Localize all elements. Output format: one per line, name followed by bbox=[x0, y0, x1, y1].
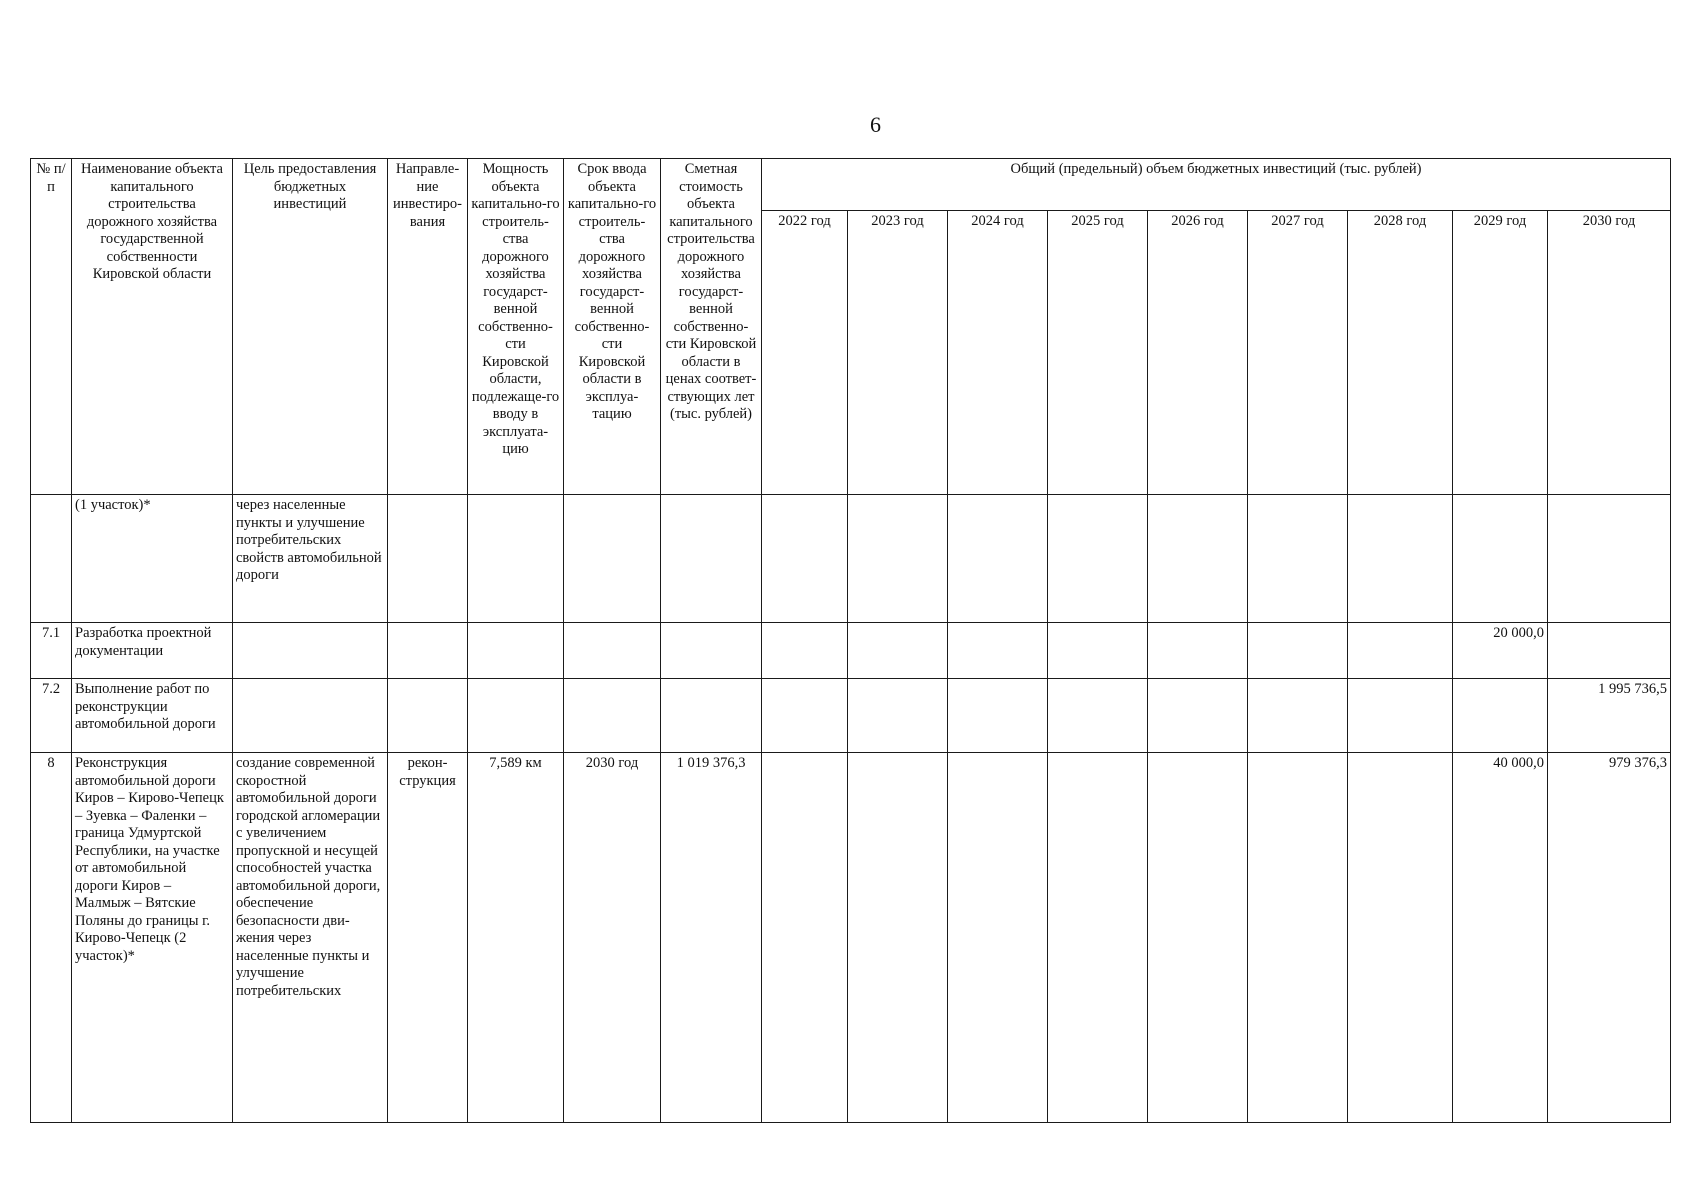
row-year-value bbox=[1348, 679, 1453, 753]
header-capacity: Мощность объекта капитально-го строитель-ства дорожного хозяйства государст-венной собственно-сти Кировской области, подлежаще-го вводу в эксплуата-цию bbox=[468, 159, 564, 495]
row-num: 8 bbox=[31, 753, 72, 1123]
row-year-value bbox=[762, 753, 848, 1123]
row-year-value: 979 376,3 bbox=[1548, 753, 1671, 1123]
row-term bbox=[564, 623, 661, 679]
row-year-value bbox=[1048, 679, 1148, 753]
row-year-value bbox=[1248, 679, 1348, 753]
row-object-name: Выполнение работ по реконструкции автомобильной дороги bbox=[72, 679, 233, 753]
row-year-value bbox=[1148, 623, 1248, 679]
table-row bbox=[31, 753, 1671, 1123]
row-year-value bbox=[1348, 623, 1453, 679]
row-capacity bbox=[468, 679, 564, 753]
row-year-value bbox=[1048, 623, 1148, 679]
row-capacity: 7,589 км bbox=[468, 753, 564, 1123]
row-cost bbox=[661, 679, 762, 753]
page-number: 6 bbox=[870, 112, 881, 137]
table-row bbox=[31, 495, 1671, 623]
header-num: № п/п bbox=[31, 159, 72, 495]
row-num bbox=[31, 495, 72, 623]
row-year-value bbox=[1453, 679, 1548, 753]
row-object-name: Реконструкция автомобильной дороги Киров – Кирово-Чепецк – Зуевка – Фаленки – граница Удмуртской Республики, на участке от автомобильной дороги Киров – Малмыж – Вятские Поляны до границы г. Кирово-Чепецк (2 участок)* bbox=[72, 753, 233, 1123]
header-year: 2024 год bbox=[948, 211, 1048, 495]
row-num: 7.2 bbox=[31, 679, 72, 753]
table-row bbox=[31, 623, 1671, 679]
header-year: 2027 год bbox=[1248, 211, 1348, 495]
row-goal bbox=[233, 679, 388, 753]
row-object-name: (1 участок)* bbox=[72, 495, 233, 623]
row-year-value bbox=[848, 495, 948, 623]
row-year-value bbox=[762, 679, 848, 753]
row-term: 2030 год bbox=[564, 753, 661, 1123]
row-year-value bbox=[948, 623, 1048, 679]
row-year-value bbox=[1453, 495, 1548, 623]
row-object-name: Разработка проектной документации bbox=[72, 623, 233, 679]
header-object-name: Наименование объекта капитального строительства дорожного хозяйства государственной собственности Кировской области bbox=[72, 159, 233, 495]
header-year: 2025 год bbox=[1048, 211, 1148, 495]
row-year-value bbox=[1348, 753, 1453, 1123]
row-year-value: 1 995 736,5 bbox=[1548, 679, 1671, 753]
header-estimated-cost: Сметная стоимость объекта капитального строительства дорожного хозяйства государст-венной собственно-сти Кировской области в ценах соответ-ствующих лет (тыс. рублей) bbox=[661, 159, 762, 495]
row-year-value bbox=[848, 623, 948, 679]
header-direction: Направле-ние инвестиро-вания bbox=[388, 159, 468, 495]
row-year-value bbox=[848, 753, 948, 1123]
row-goal: создание современной скоростной автомобильной дороги городской агломерации с увеличением пропускной и несущей способностей участка автомобильной дороги, обеспечение безопасности дви-жения через населенные пункты и улучшение потребительских bbox=[233, 753, 388, 1123]
row-year-value bbox=[948, 753, 1048, 1123]
header-year: 2029 год bbox=[1453, 211, 1548, 495]
row-term bbox=[564, 679, 661, 753]
row-cost bbox=[661, 495, 762, 623]
row-num: 7.1 bbox=[31, 623, 72, 679]
row-goal bbox=[233, 623, 388, 679]
row-year-value bbox=[1248, 753, 1348, 1123]
row-year-value bbox=[1148, 753, 1248, 1123]
row-direction bbox=[388, 679, 468, 753]
row-year-value bbox=[1148, 679, 1248, 753]
row-capacity bbox=[468, 623, 564, 679]
row-cost bbox=[661, 623, 762, 679]
investment-table bbox=[30, 158, 1671, 1123]
row-year-value: 20 000,0 bbox=[1453, 623, 1548, 679]
row-year-value bbox=[1248, 623, 1348, 679]
row-direction bbox=[388, 495, 468, 623]
table-row bbox=[31, 679, 1671, 753]
row-year-value bbox=[1548, 623, 1671, 679]
header-year: 2028 год bbox=[1348, 211, 1453, 495]
header-year: 2023 год bbox=[848, 211, 948, 495]
header-commissioning-term: Срок ввода объекта капитально-го строитель-ства дорожного хозяйства государст-венной собственно-сти Кировской области в эксплуа-тацию bbox=[564, 159, 661, 495]
row-year-value bbox=[1048, 495, 1148, 623]
row-direction: рекон-струкция bbox=[388, 753, 468, 1123]
header-year: 2030 год bbox=[1548, 211, 1671, 495]
row-year-value bbox=[948, 679, 1048, 753]
row-cost: 1 019 376,3 bbox=[661, 753, 762, 1123]
row-year-value bbox=[1048, 753, 1148, 1123]
row-year-value bbox=[948, 495, 1048, 623]
header-year: 2026 год bbox=[1148, 211, 1248, 495]
row-term bbox=[564, 495, 661, 623]
row-year-value bbox=[1348, 495, 1453, 623]
row-year-value bbox=[848, 679, 948, 753]
header-goal: Цель предоставления бюджетных инвестиций bbox=[233, 159, 388, 495]
row-year-value: 40 000,0 bbox=[1453, 753, 1548, 1123]
row-year-value bbox=[762, 495, 848, 623]
header-year: 2022 год bbox=[762, 211, 848, 495]
row-year-value bbox=[762, 623, 848, 679]
row-direction bbox=[388, 623, 468, 679]
row-year-value bbox=[1148, 495, 1248, 623]
row-goal: через населенные пункты и улучшение потребительских свойств автомобильной дороги bbox=[233, 495, 388, 623]
row-year-value bbox=[1548, 495, 1671, 623]
row-year-value bbox=[1248, 495, 1348, 623]
header-total-investment: Общий (предельный) объем бюджетных инвестиций (тыс. рублей) bbox=[762, 159, 1671, 211]
row-capacity bbox=[468, 495, 564, 623]
